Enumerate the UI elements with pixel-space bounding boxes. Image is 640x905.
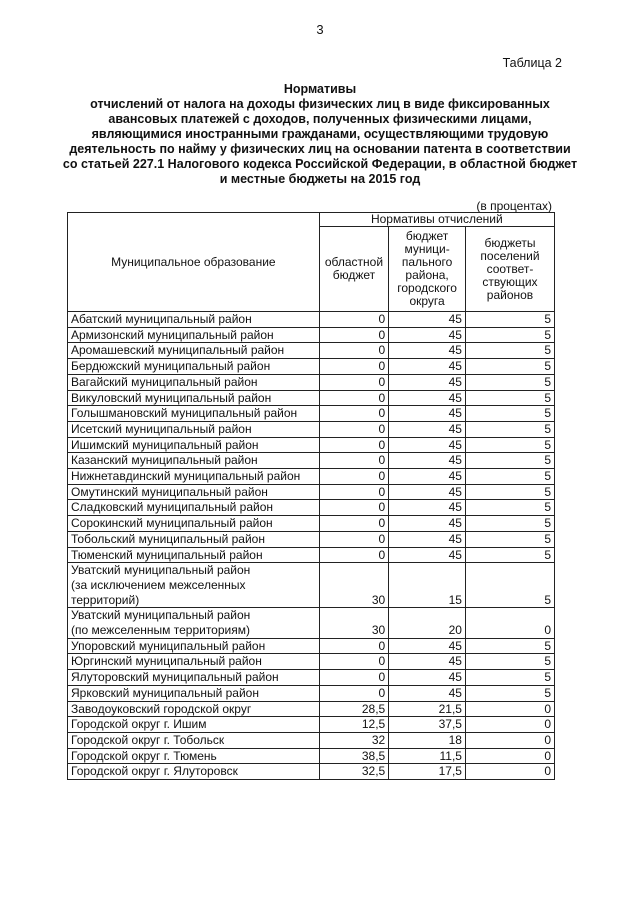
units-note: (в процентах): [476, 199, 552, 213]
table-row: [68, 547, 555, 563]
cell-regional: 0: [319, 421, 389, 437]
cell-district: 45: [389, 638, 466, 654]
table-row: [68, 343, 555, 359]
header-norms-group: Нормативы отчислений: [319, 213, 554, 227]
cell-municipality: Абатский муниципальный район: [68, 312, 320, 328]
table-row: [68, 638, 555, 654]
table-row: [68, 654, 555, 670]
cell-regional: 0: [319, 374, 389, 390]
cell-municipality: Заводоуковский городской округ: [68, 701, 320, 717]
cell-settlements: 5: [465, 638, 554, 654]
cell-district: 45: [389, 484, 466, 500]
cell-settlements: 5: [465, 685, 554, 701]
cell-regional: 0: [319, 500, 389, 516]
cell-settlements: 5: [465, 670, 554, 686]
cell-district: 45: [389, 516, 466, 532]
cell-district: 45: [389, 670, 466, 686]
table-row: [68, 406, 555, 422]
table-row: [68, 359, 555, 375]
table-row: [68, 748, 555, 764]
cell-municipality: Нижнетавдинский муниципальный район: [68, 469, 320, 485]
table-label: Таблица 2: [502, 56, 562, 70]
cell-regional: 12,5: [319, 717, 389, 733]
cell-regional: 0: [319, 654, 389, 670]
table-row: [68, 531, 555, 547]
cell-district: 45: [389, 500, 466, 516]
title-line: авансовых платежей с доходов, полученных физическими лицами,: [108, 112, 532, 126]
table-row: [68, 437, 555, 453]
table-row: [68, 670, 555, 686]
cell-settlements: 0: [465, 764, 554, 780]
cell-municipality: Юргинский муниципальный район: [68, 654, 320, 670]
cell-district: 11,5: [389, 748, 466, 764]
table-row: [68, 484, 555, 500]
cell-municipality: Вагайский муниципальный район: [68, 374, 320, 390]
norms-table: [67, 212, 555, 780]
cell-district: 45: [389, 685, 466, 701]
cell-regional: 0: [319, 469, 389, 485]
cell-municipality: Викуловский муниципальный район: [68, 390, 320, 406]
cell-settlements: 5: [465, 516, 554, 532]
cell-municipality: Сорокинский муниципальный район: [68, 516, 320, 532]
cell-municipality: Исетский муниципальный район: [68, 421, 320, 437]
cell-regional: 0: [319, 516, 389, 532]
cell-regional: 0: [319, 531, 389, 547]
table-row: [68, 732, 555, 748]
table-row: [68, 374, 555, 390]
cell-regional: 0: [319, 638, 389, 654]
cell-settlements: 5: [465, 374, 554, 390]
table-row: [68, 390, 555, 406]
header-regional-budget: областной бюджет: [319, 227, 389, 312]
cell-regional: 0: [319, 343, 389, 359]
cell-district: 45: [389, 327, 466, 343]
cell-settlements: 5: [465, 531, 554, 547]
table-row: [68, 717, 555, 733]
cell-regional: 0: [319, 670, 389, 686]
cell-municipality: Аромашевский муниципальный район: [68, 343, 320, 359]
cell-district: 45: [389, 531, 466, 547]
cell-municipality: Городской округ г. Тобольск: [68, 732, 320, 748]
cell-regional: 28,5: [319, 701, 389, 717]
cell-district: 37,5: [389, 717, 466, 733]
cell-municipality: Уватский муниципальный район (по межселенным территориям): [68, 608, 320, 638]
cell-settlements: 5: [465, 406, 554, 422]
table-row: [68, 701, 555, 717]
cell-municipality: Ярковский муниципальный район: [68, 685, 320, 701]
title-line: являющимися иностранными гражданами, осуществляющими трудовую: [91, 127, 549, 141]
cell-settlements: 5: [465, 500, 554, 516]
cell-regional: 38,5: [319, 748, 389, 764]
table-row: [68, 500, 555, 516]
title-line: Нормативы: [283, 82, 357, 96]
cell-regional: 0: [319, 312, 389, 328]
cell-municipality: Тобольский муниципальный район: [68, 531, 320, 547]
table-row: [68, 563, 555, 608]
cell-regional: 32,5: [319, 764, 389, 780]
cell-settlements: 5: [465, 343, 554, 359]
cell-municipality: Упоровский муниципальный район: [68, 638, 320, 654]
cell-settlements: 5: [465, 563, 554, 608]
cell-settlements: 0: [465, 717, 554, 733]
cell-settlements: 0: [465, 608, 554, 638]
cell-settlements: 5: [465, 312, 554, 328]
cell-district: 45: [389, 421, 466, 437]
cell-regional: 32: [319, 732, 389, 748]
cell-settlements: 5: [465, 359, 554, 375]
cell-district: 45: [389, 390, 466, 406]
cell-municipality: Тюменский муниципальный район: [68, 547, 320, 563]
title-line: и местные бюджеты на 2015 год: [219, 172, 421, 186]
cell-municipality: Городской округ г. Тюмень: [68, 748, 320, 764]
cell-municipality: Казанский муниципальный район: [68, 453, 320, 469]
cell-settlements: 5: [465, 453, 554, 469]
table-row: [68, 469, 555, 485]
cell-municipality: Городской округ г. Ишим: [68, 717, 320, 733]
cell-settlements: 0: [465, 701, 554, 717]
cell-regional: 0: [319, 359, 389, 375]
table-row: [68, 312, 555, 328]
cell-district: 20: [389, 608, 466, 638]
cell-municipality: Ялуторовский муниципальный район: [68, 670, 320, 686]
document-title: [40, 82, 600, 187]
title-line: отчислений от налога на доходы физических лиц в виде фиксированных: [90, 97, 550, 111]
cell-regional: 30: [319, 563, 389, 608]
cell-district: 45: [389, 343, 466, 359]
cell-municipality: Уватский муниципальный район (за исключением межселенных территорий): [68, 563, 320, 608]
table-row: [68, 327, 555, 343]
cell-district: 45: [389, 469, 466, 485]
cell-district: 45: [389, 359, 466, 375]
cell-municipality: Омутинский муниципальный район: [68, 484, 320, 500]
cell-regional: 0: [319, 390, 389, 406]
title-line: деятельность по найму у физических лиц на основании патента в соответствии: [69, 142, 571, 156]
table-row: [68, 421, 555, 437]
cell-settlements: 5: [465, 437, 554, 453]
cell-municipality: Городской округ г. Ялуторовск: [68, 764, 320, 780]
cell-district: 45: [389, 312, 466, 328]
table-row: [68, 764, 555, 780]
cell-regional: 30: [319, 608, 389, 638]
header-municipality: Муниципальное образование: [68, 213, 320, 312]
cell-settlements: 0: [465, 732, 554, 748]
cell-settlements: 5: [465, 654, 554, 670]
cell-district: 21,5: [389, 701, 466, 717]
cell-settlements: 5: [465, 421, 554, 437]
header-settlement-budgets: бюджеты поселений соответ- ствующих районов: [465, 227, 554, 312]
cell-regional: 0: [319, 685, 389, 701]
table-row: [68, 608, 555, 638]
cell-regional: 0: [319, 437, 389, 453]
title-line: со статьей 227.1 Налогового кодекса Российской Федерации, в областной бюджет: [62, 157, 578, 171]
cell-district: 45: [389, 406, 466, 422]
page-number: 3: [316, 22, 324, 37]
cell-settlements: 5: [465, 547, 554, 563]
cell-regional: 0: [319, 453, 389, 469]
table-row: [68, 516, 555, 532]
cell-regional: 0: [319, 484, 389, 500]
cell-district: 45: [389, 453, 466, 469]
cell-district: 15: [389, 563, 466, 608]
cell-settlements: 5: [465, 327, 554, 343]
cell-regional: 0: [319, 327, 389, 343]
cell-municipality: Сладковский муниципальный район: [68, 500, 320, 516]
cell-regional: 0: [319, 406, 389, 422]
cell-regional: 0: [319, 547, 389, 563]
cell-district: 18: [389, 732, 466, 748]
cell-settlements: 5: [465, 484, 554, 500]
cell-settlements: 5: [465, 390, 554, 406]
header-district-budget: бюджет муници- пального района, городского округа: [389, 227, 466, 312]
cell-settlements: 5: [465, 469, 554, 485]
cell-district: 45: [389, 374, 466, 390]
cell-district: 45: [389, 437, 466, 453]
table-row: [68, 685, 555, 701]
table-body: [68, 312, 555, 780]
cell-district: 45: [389, 547, 466, 563]
cell-district: 45: [389, 654, 466, 670]
cell-municipality: Бердюжский муниципальный район: [68, 359, 320, 375]
table-row: [68, 453, 555, 469]
cell-district: 17,5: [389, 764, 466, 780]
cell-municipality: Голышмановский муниципальный район: [68, 406, 320, 422]
cell-municipality: Армизонский муниципальный район: [68, 327, 320, 343]
cell-municipality: Ишимский муниципальный район: [68, 437, 320, 453]
cell-settlements: 0: [465, 748, 554, 764]
